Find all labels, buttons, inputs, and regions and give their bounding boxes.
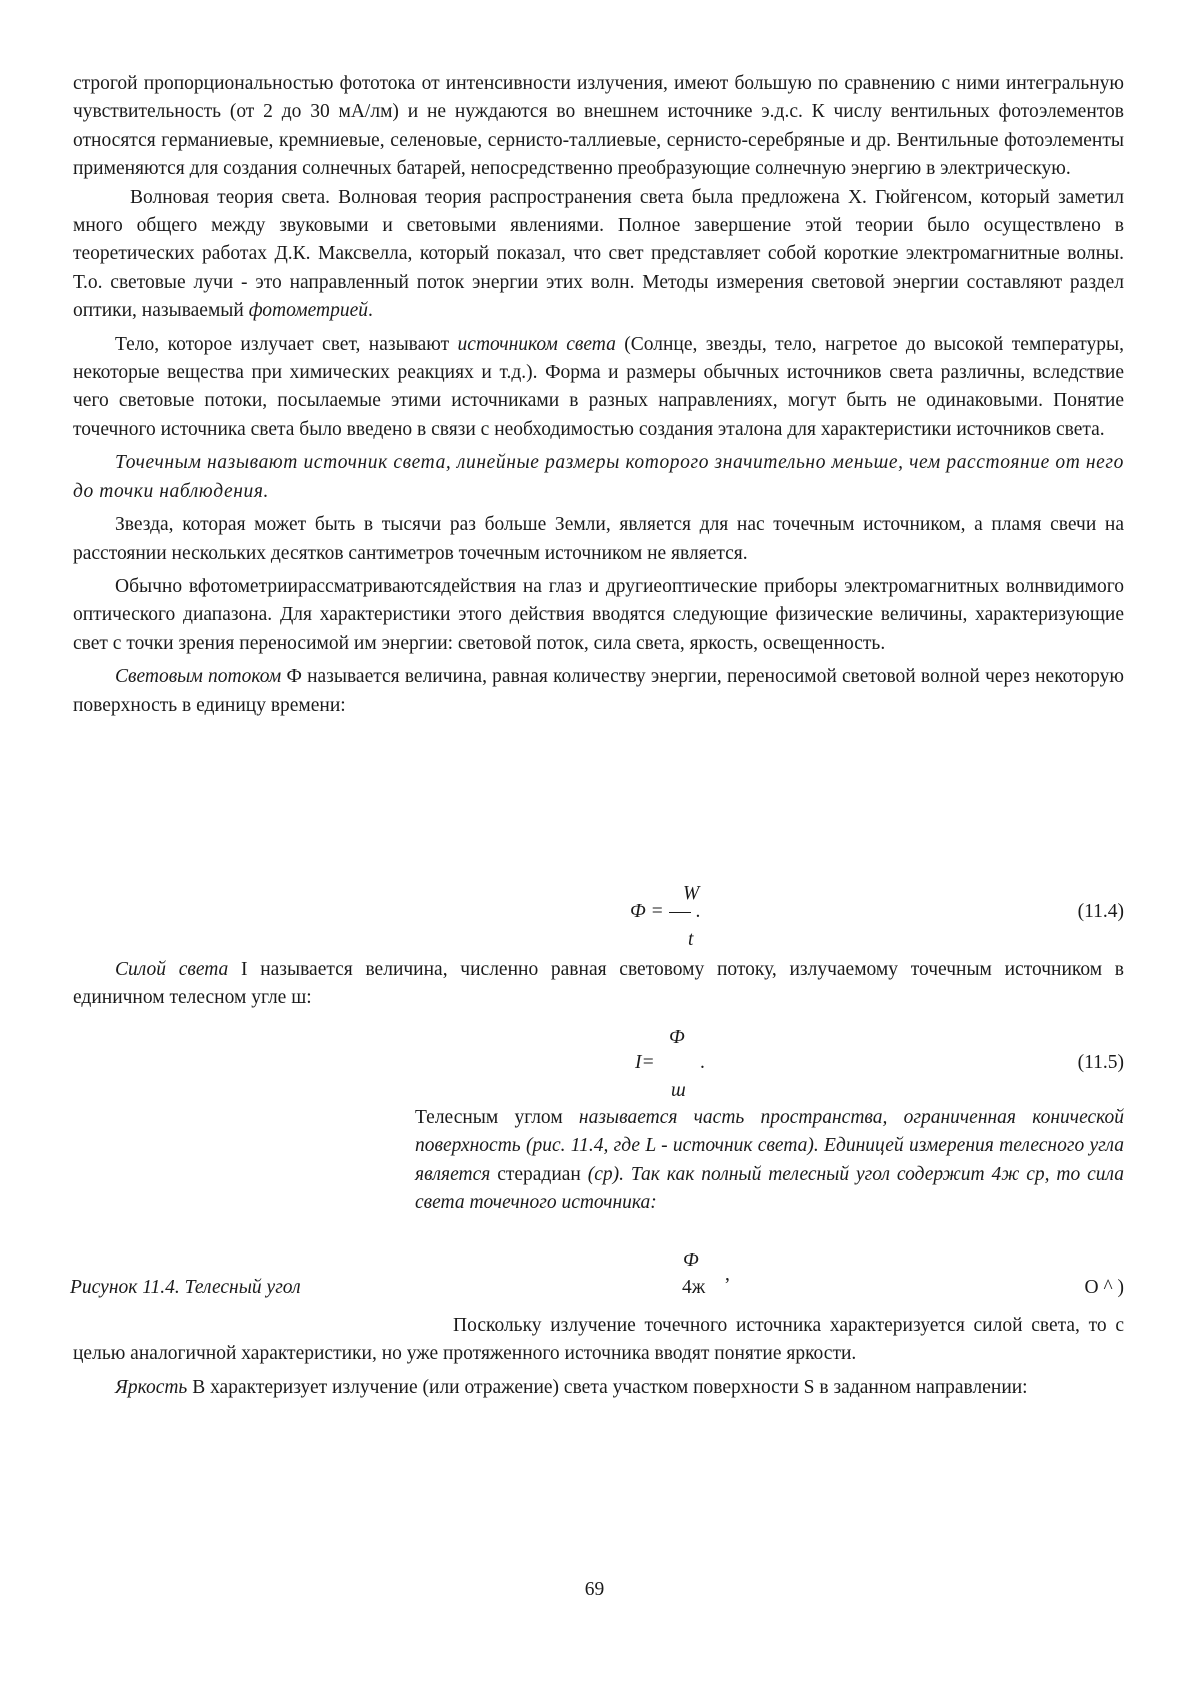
- fraction-bar: [669, 912, 691, 913]
- figure-caption: Рисунок 11.4. Телесный угол: [70, 1277, 301, 1298]
- equation-number-11-5: (11.5): [1077, 1052, 1124, 1073]
- paragraph-star-example: Звезда, которая может быть в тысячи раз больше Земли, является для нас точечным источником, а пламя свечи на расстоянии нескольких десятков сантиметров точечным источником не является.: [73, 514, 1124, 564]
- paragraph-brightness-intro: Поскольку излучение точечного источника характеризуется силой света, то с целью аналогичной характеристики, но уже протяженного источника вводят понятие яркости.: [73, 1315, 1124, 1365]
- page-number: 69: [584, 1579, 605, 1600]
- formula-3-numerator: Ф: [683, 1250, 699, 1271]
- brightness-text: В характеризует излучение (или отражение) света участком поверхности S в заданном направлении:: [192, 1376, 1028, 1398]
- formula-11-4-lhs: [630, 898, 700, 926]
- formula-11-4-denominator: t: [688, 929, 694, 950]
- formula-11-4-lhs-text: Ф =: [630, 901, 664, 922]
- luminous-intensity-text: I называется величина, численно равная световому потоку, излучаемому точечным источником в единичном телесном угле ш:: [73, 959, 1124, 1009]
- solid-angle-text-block: [415, 1104, 1124, 1218]
- equation-number-11-4: (11.4): [1077, 901, 1124, 922]
- wave-theory-text: Волновая теория света. Волновая теория распространения света была предложена Х. Гюйгенсом, который заметил много общего между звуковыми и световыми явлениями. Полное завершение этой теории было осуществлено в теоретических работах Д.К. Максвелла, который показал, что свет представляет собой короткие электромагнитные волны. Т.о. световые лучи - это направленный поток энергии этих волн. Методы измерения световой энергии составляют раздел оптики, называемый: [73, 186, 1124, 322]
- text-block-bottom: [73, 1312, 1124, 1402]
- paragraph-luminous-flux: [73, 663, 1124, 720]
- photometry-term: фотометрией: [248, 300, 368, 322]
- luminous-flux-term: Световым потоком: [115, 666, 282, 688]
- paragraph-light-source: [73, 331, 1124, 445]
- formula-11-5-tail: .: [700, 1052, 705, 1073]
- luminous-intensity-term: Силой света: [115, 959, 229, 980]
- formula-11-5-lhs: I=: [635, 1052, 655, 1073]
- paragraph-wave-theory: [73, 184, 1124, 326]
- text-block-intensity: [73, 956, 1124, 1013]
- wave-theory-end: .: [367, 300, 373, 322]
- paragraph-solid-angle: [415, 1104, 1124, 1218]
- paragraph-photometric-quantities: Обычно вфотометриирассматриваютсядействия на глаз и другиеоптические приборы электромагнитных волнвидимого оптического диапазона. Для характеристики этого действия вводятся следующие физические величины, характеризующие свет с точки зрения переносимой им энергии: световой поток, сила света, яркость, освещенность.: [73, 575, 1124, 654]
- solid-angle-definition-end: (ср). Так как полный телесный угол содержит 4ж ср, то сила света точечного источника:: [415, 1163, 1125, 1214]
- paragraph-point-source-definition: [73, 449, 1124, 506]
- luminous-flux-text: Ф называется величина, равная количеству энергии, переносимой световой волной через некоторую поверхность в единицу времени:: [73, 666, 1124, 716]
- point-source-definition: Точечным называют источник света, линейные размеры которого значительно меньше, чем расстояние от него до точки наблюдения.: [73, 452, 1124, 502]
- solid-angle-definition: называется часть пространства, ограниченная конической поверхность (рис. 11.4, где L - источник света). Единицей измерения телесного угла является: [415, 1107, 1125, 1185]
- light-source-text-a: Тело, которое излучает свет, называют: [115, 333, 450, 355]
- formula-11-5-denominator: ш: [671, 1080, 686, 1101]
- formula-11-5-numerator: Ф: [669, 1027, 685, 1048]
- steradian-term: стерадиан: [497, 1163, 581, 1185]
- text-block-top: [73, 70, 1124, 720]
- light-source-term: источником света: [457, 333, 616, 355]
- brightness-term: Яркость: [115, 1376, 188, 1398]
- formula-3-tail: ’: [724, 1275, 731, 1296]
- paragraph-photocells: строгой пропорциональностью фототока от интенсивности излучения, имеют большую по сравнению с ними интегральную чувствительность (от 2 до 30 мА/лм) и не нуждаются во внешнем источнике э.д.с. К числу вентильных фотоэлементов относятся германиевые, кремниевые, селеновые, сернисто-таллиевые, сернисто-серебряные и др. Вентильные фотоэлементы применяются для создания солнечных батарей, непосредственно преобразующие солнечную энергию в электрическую.: [73, 73, 1124, 180]
- solid-angle-term: Телесным углом: [415, 1107, 563, 1128]
- equation-number-3: О ^ ): [1084, 1277, 1124, 1298]
- formula-11-4-numerator: W: [683, 883, 700, 904]
- formula-3-denominator: 4ж: [682, 1277, 706, 1298]
- formula-11-4-tail: .: [695, 901, 701, 922]
- light-source-text-b: (Солнце, звезды, тело, нагретое до высокой температуры, некоторые вещества при химических реакциях и т.д.). Форма и размеры обычных источников света различны, вследствие чего световые потоки, посылаемые этими источниками в разных направлениях, могут быть не одинаковыми. Понятие точечного источника света было введено в связи с необходимостью создания эталона для характеристики источников света.: [73, 333, 1125, 440]
- paragraph-brightness: [73, 1374, 1124, 1402]
- paragraph-luminous-intensity: [73, 956, 1124, 1013]
